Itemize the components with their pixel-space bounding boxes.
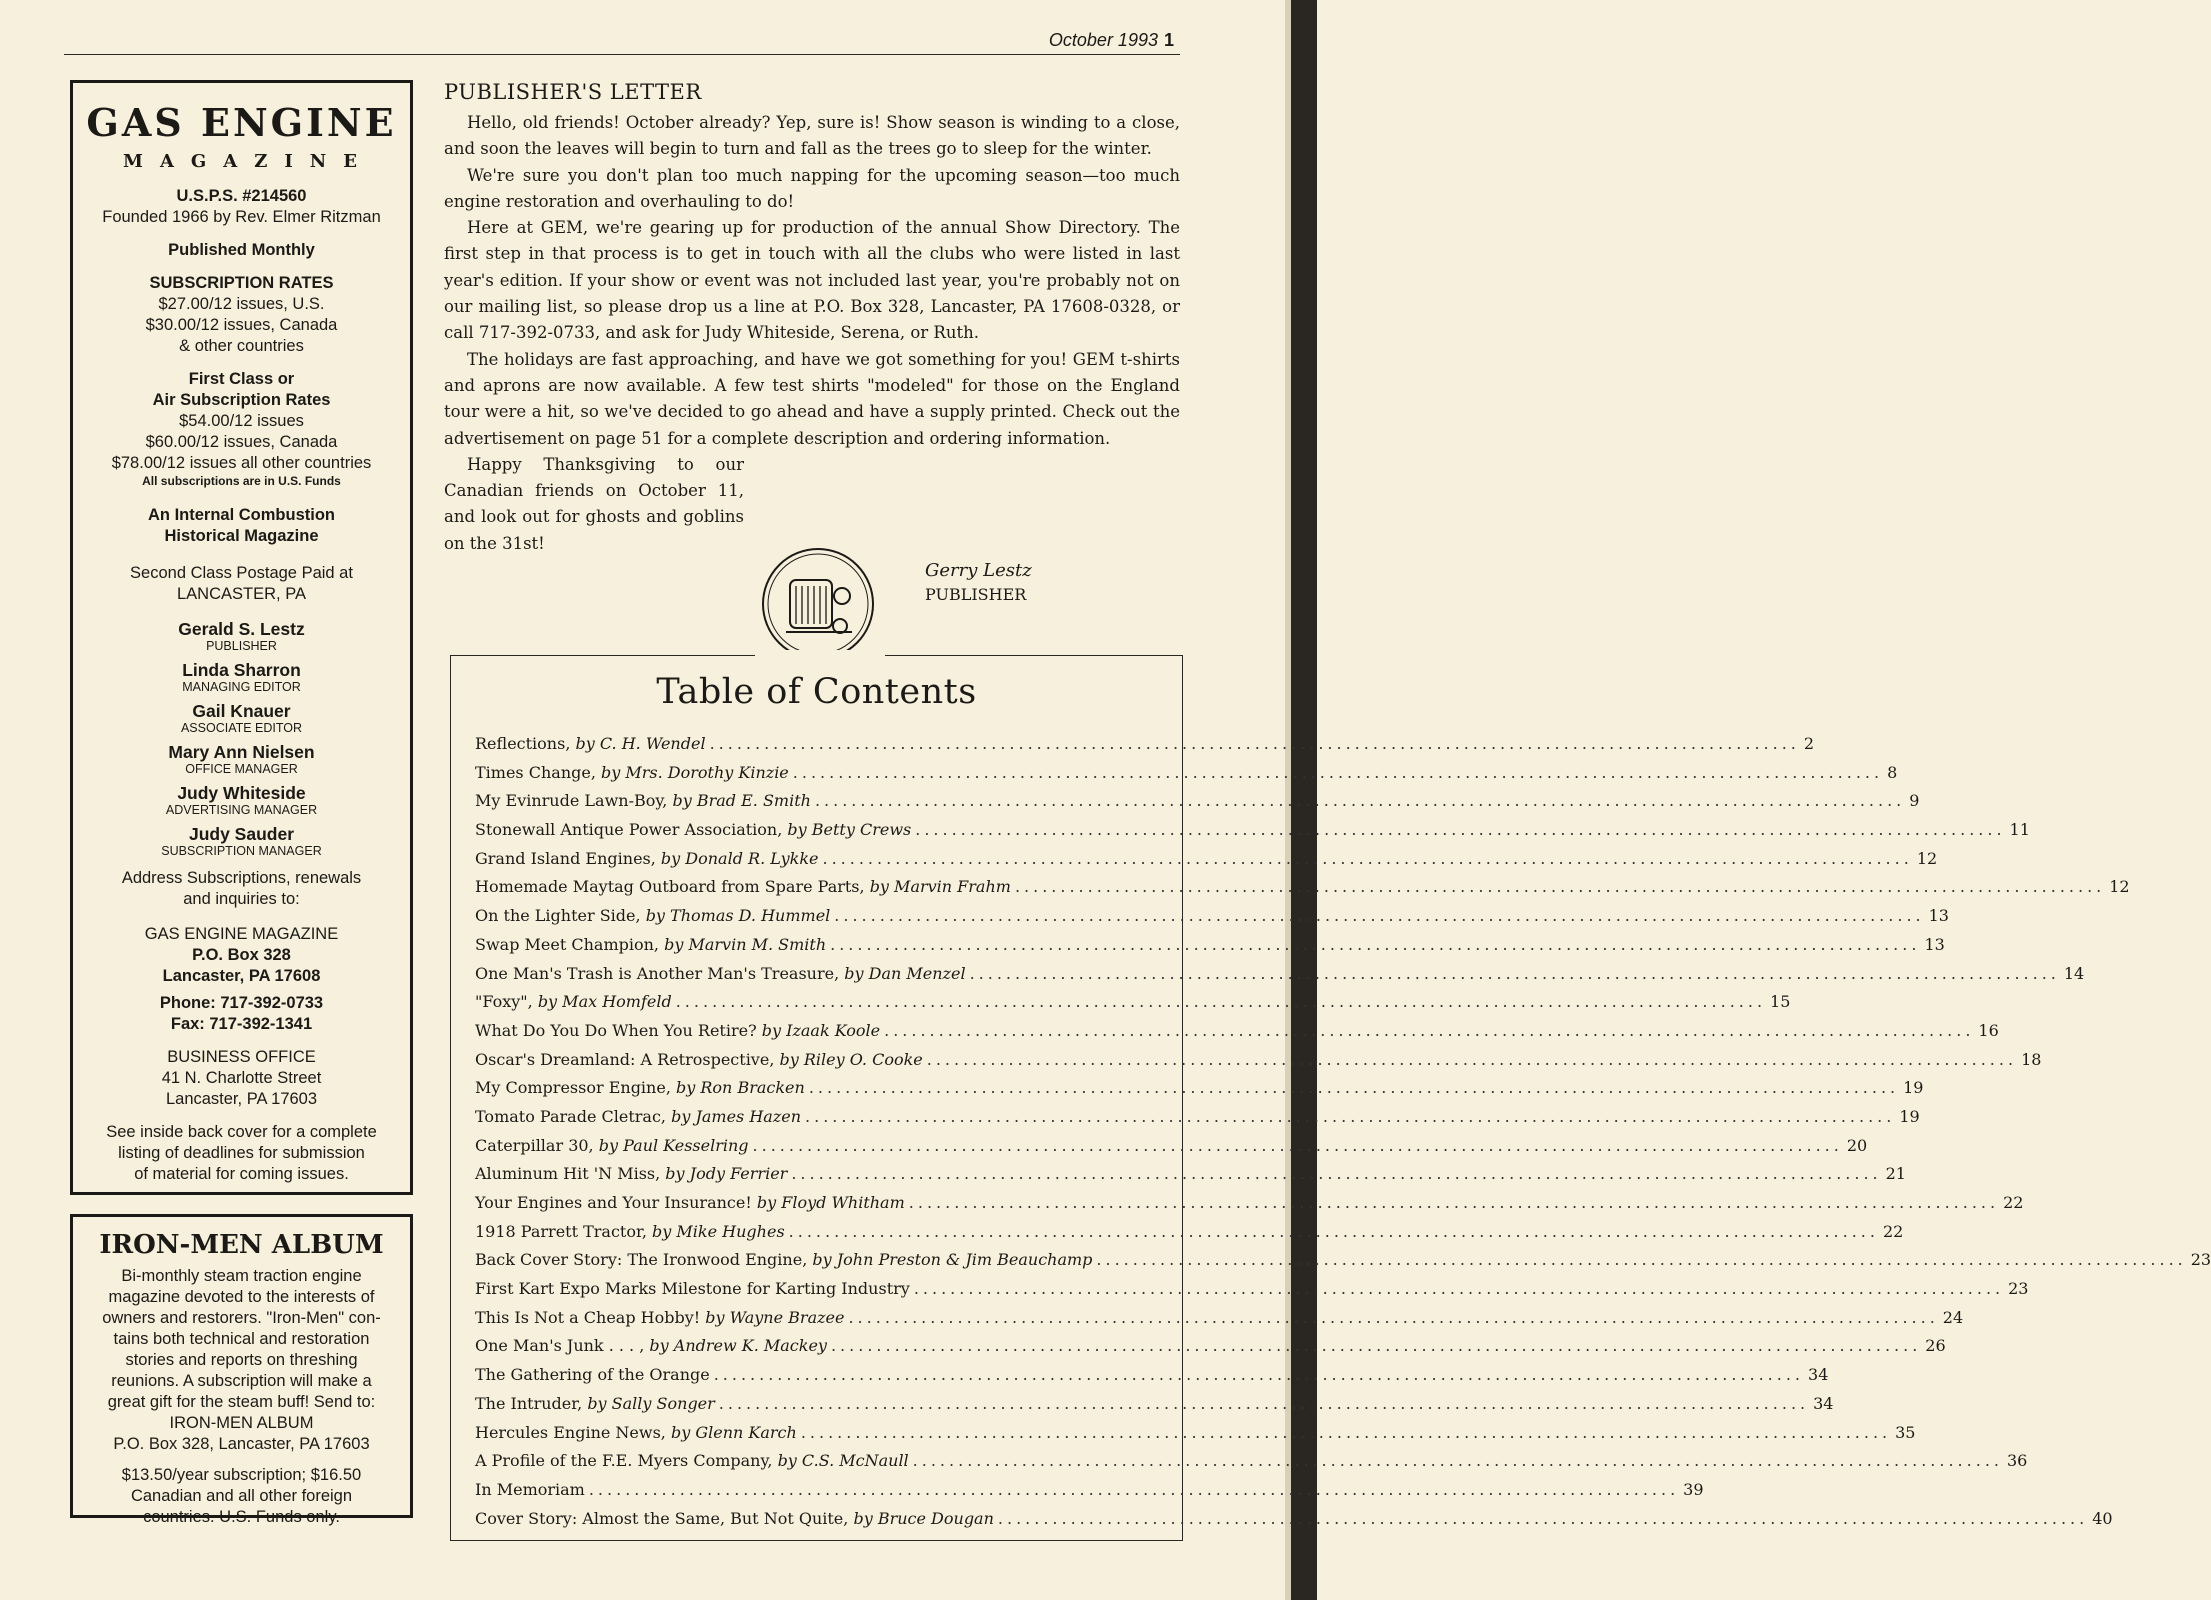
toc-author: by Andrew K. Mackey xyxy=(649,1336,827,1356)
toc-article-title: First Kart Expo Marks Milestone for Karting Industry xyxy=(475,1279,910,1299)
toc-page-number: 13 xyxy=(1924,934,1945,954)
toc-leader-dots: ........................................................................................................................ xyxy=(791,1164,1882,1184)
toc-entry xyxy=(475,1193,2024,1222)
letter-paragraph: We're sure you don't plan too much napping for the upcoming season—too much engine restoration and overhauling to do! xyxy=(444,165,1180,211)
iron-men-line: magazine devoted to the interests of xyxy=(108,1288,375,1306)
toc-leader-dots: ........................................................................................................................ xyxy=(822,848,1913,868)
toc-page-number: 12 xyxy=(2109,877,2130,897)
toc-entry xyxy=(475,992,1791,1021)
toc-author: by James Hazen xyxy=(671,1106,802,1126)
staff-list xyxy=(73,619,410,858)
toc-article-title: Cover Story: Almost the Same, But Not Quite, xyxy=(475,1508,854,1528)
iron-men-price: Canadian and all other foreign xyxy=(130,1487,353,1505)
toc-entry xyxy=(475,1164,1906,1193)
toc-entry xyxy=(475,1020,1999,1050)
letter-paragraph: Hello, old friends! October already? Yep, sure is! Show season is winding to a close, and soon the leaves will begin to turn and fall as the trees go to sleep for the winter. xyxy=(444,113,1180,159)
toc-author: by Wayne Brazee xyxy=(705,1307,845,1327)
toc-entry-title xyxy=(475,992,672,1011)
toc-page-number: 11 xyxy=(2009,820,2030,840)
toc-article-title: Reflections, xyxy=(475,734,576,753)
toc-entry-title xyxy=(475,820,911,839)
toc-entry-title xyxy=(475,1423,797,1442)
toc-entry-title xyxy=(475,935,826,954)
office-city: Lancaster, PA 17603 xyxy=(165,1090,318,1108)
toc-leader-dots: ........................................................................................................................ xyxy=(830,934,1921,954)
iron-men-line: owners and restorers. "Iron-Men" con- xyxy=(102,1309,381,1327)
letter-paragraph: Here at GEM, we're gearing up for production of the annual Show Directory. The first step in that process is to get in touch with all the clubs who were listed in last year's edition. If your show or event was not included last year, you're probably not on our mailing list, so please drop us a line at P.O. Box 328, Lancaster, PA 17608-0328, or call 717-392-0733, and ask for Judy Whiteside, Serena, or Ruth. xyxy=(444,218,1180,343)
iron-men-line: stories and reports on threshing xyxy=(125,1351,358,1369)
toc-leader-dots: ........................................................................................................................ xyxy=(969,963,2060,983)
toc-page-number: 24 xyxy=(1942,1307,1964,1327)
toc-page-number: 26 xyxy=(1925,1336,1946,1356)
frequency: Published Monthly xyxy=(168,241,315,259)
magazine-logo-sub: MAGAZINE xyxy=(123,151,374,172)
toc-author: by C.S. McNaull xyxy=(777,1451,909,1471)
tagline: An Internal Combustion xyxy=(148,506,335,524)
toc-article-title: Stonewall Antique Power Association, xyxy=(475,820,788,840)
staff-entry: Mary Ann Nielsen OFFICE MANAGER xyxy=(168,742,315,776)
iron-men-album-box xyxy=(70,1214,413,1526)
toc-author: by Sally Songer xyxy=(587,1393,715,1413)
toc-border-gap xyxy=(755,650,885,662)
toc-entry-title xyxy=(475,763,789,782)
toc-entry xyxy=(475,734,1815,763)
magazine-logo: GAS ENGINE xyxy=(86,100,397,145)
iron-men-line: reunions. A subscription will make a xyxy=(111,1372,372,1390)
publishers-letter xyxy=(444,80,1180,557)
publisher-signature xyxy=(925,560,1032,604)
toc-entry-title xyxy=(475,734,706,753)
toc-article-title: Oscar's Dreamland: A Retrospective, xyxy=(475,1049,780,1069)
toc-page-number: 14 xyxy=(2063,963,2085,983)
toc-entry-title xyxy=(475,1279,910,1298)
toc-page-number: 13 xyxy=(1928,906,1949,926)
fax-number: Fax: 717-392-1341 xyxy=(170,1015,313,1033)
toc-leader-dots: ........................................................................................................................ xyxy=(913,1279,2005,1299)
rate-line: $60.00/12 issues, Canada xyxy=(145,433,338,451)
toc-leader-dots: ........................................................................................................................ xyxy=(709,734,1800,753)
toc-leader-dots: ........................................................................................................................ xyxy=(588,1479,1680,1499)
toc-entry xyxy=(475,848,1938,878)
letter-paragraph: Happy Thanksgiving to our Canadian friends on October 11, and look out for ghosts and goblins on the 31st! xyxy=(444,454,744,553)
toc-entry-title xyxy=(475,1394,715,1413)
toc-heading: Table of Contents xyxy=(656,672,977,712)
address-note: and inquiries to: xyxy=(183,890,300,908)
toc-entry-title xyxy=(475,906,830,925)
toc-page-number: 15 xyxy=(1770,992,1791,1012)
toc-article-title: My Compressor Engine, xyxy=(475,1078,676,1098)
iron-men-price: $13.50/year subscription; $16.50 xyxy=(121,1466,362,1484)
toc-page-number: 21 xyxy=(1885,1164,1906,1184)
iron-men-line: tains both technical and restoration xyxy=(113,1330,370,1348)
toc-article-title: A Profile of the F.E. Myers Company, xyxy=(475,1451,778,1471)
toc-author: by Mrs. Dorothy Kinzie xyxy=(601,762,789,782)
toc-article-title: One Man's Junk . . . , xyxy=(475,1336,650,1356)
toc-entry xyxy=(475,1279,2029,1308)
iron-men-address: IRON-MEN ALBUM xyxy=(169,1414,314,1432)
iron-men-line: great gift for the steam buff! Send to: xyxy=(107,1393,376,1411)
postage-line: LANCASTER, PA xyxy=(177,585,306,603)
staff-entry: Gerald S. Lestz PUBLISHER xyxy=(178,619,305,653)
engine-emblem-icon xyxy=(760,546,876,662)
table-of-contents xyxy=(450,655,2211,1541)
deadline-note: See inside back cover for a complete xyxy=(106,1123,377,1141)
toc-article-title: Your Engines and Your Insurance! xyxy=(475,1193,757,1212)
phone-number: Phone: 717-392-0733 xyxy=(159,994,324,1012)
staff-entry: Judy Sauder SUBSCRIPTION MANAGER xyxy=(161,824,322,858)
toc-author: by Floyd Whitham xyxy=(756,1193,905,1212)
toc-entry-title xyxy=(475,964,966,983)
toc-page-number: 34 xyxy=(1808,1365,1829,1385)
toc-article-title: My Evinrude Lawn-Boy, xyxy=(475,791,673,811)
toc-leader-dots: ........................................................................................................................ xyxy=(908,1193,2000,1212)
toc-entry xyxy=(475,1479,1704,1509)
deadline-note: listing of deadlines for submission xyxy=(118,1144,365,1162)
toc-entry-title xyxy=(475,1136,749,1155)
toc-entry xyxy=(475,906,1949,935)
rate-line: & other countries xyxy=(179,337,304,355)
office-heading: BUSINESS OFFICE xyxy=(167,1048,316,1066)
signature-title: PUBLISHER xyxy=(925,585,1027,604)
toc-entry-title xyxy=(475,1021,880,1040)
toc-entry xyxy=(475,1221,1904,1251)
toc-leader-dots: ........................................................................................................................ xyxy=(808,1078,1900,1098)
toc-page-number: 22 xyxy=(1882,1221,1904,1241)
toc-page-number: 19 xyxy=(1903,1078,1924,1098)
toc-entry xyxy=(475,820,2030,849)
toc-entry-title xyxy=(475,791,811,810)
toc-author: by Thomas D. Hummel xyxy=(645,906,831,926)
toc-leader-dots: ........................................................................................................................ xyxy=(718,1393,1810,1413)
toc-article-title: "Foxy", xyxy=(475,992,538,1012)
rate-line: $27.00/12 issues, U.S. xyxy=(158,295,325,313)
toc-entry xyxy=(475,934,1945,964)
toc-entry-title xyxy=(475,1336,827,1355)
toc-leader-dots: ........................................................................................................................ xyxy=(1014,877,2106,897)
toc-entry-title xyxy=(475,1050,923,1069)
toc-leader-dots: ........................................................................................................................ xyxy=(1096,1250,2187,1270)
toc-article-title: One Man's Trash is Another Man's Treasure, xyxy=(475,963,845,983)
mailing-po-box: P.O. Box 328 xyxy=(192,946,291,964)
toc-entry xyxy=(475,1365,1829,1394)
toc-leader-dots: ........................................................................................................................ xyxy=(912,1451,2003,1471)
toc-leader-dots: ........................................................................................................................ xyxy=(915,820,2006,840)
toc-page-number: 36 xyxy=(2006,1451,2028,1471)
toc-page-number: 18 xyxy=(2021,1049,2042,1069)
toc-leader-dots: ........................................................................................................................ xyxy=(814,791,1906,811)
toc-author: by Mike Hughes xyxy=(652,1221,785,1241)
toc-article-title: Hercules Engine News, xyxy=(475,1422,671,1442)
first-class-heading: Air Subscription Rates xyxy=(152,391,331,409)
running-header xyxy=(64,28,1180,55)
toc-entry xyxy=(475,1336,1946,1365)
mailing-city: Lancaster, PA 17608 xyxy=(162,967,321,985)
toc-article-title: 1918 Parrett Tractor, xyxy=(475,1221,653,1241)
toc-leader-dots: ........................................................................................................................ xyxy=(788,1221,1879,1241)
toc-article-title: Grand Island Engines, xyxy=(475,848,661,868)
toc-entry-title xyxy=(475,1107,801,1126)
first-class-heading: First Class or xyxy=(188,370,295,388)
toc-leader-dots: ........................................................................................................................ xyxy=(848,1307,1939,1327)
toc-entry xyxy=(475,877,2130,906)
toc-page-number: 22 xyxy=(2003,1193,2024,1212)
toc-entry xyxy=(475,1049,2042,1079)
toc-author: by Ron Bracken xyxy=(676,1078,805,1098)
toc-entry xyxy=(475,762,1898,792)
toc-article-title: Back Cover Story: The Ironwood Engine, xyxy=(475,1250,813,1270)
toc-page-number: 16 xyxy=(1978,1020,1999,1040)
toc-page-number: 12 xyxy=(1916,848,1938,868)
toc-entry xyxy=(475,1078,1924,1107)
toc-entry-title xyxy=(475,1365,710,1384)
toc-author: by Bruce Dougan xyxy=(853,1508,994,1528)
toc-author: by Paul Kesselring xyxy=(598,1135,749,1155)
toc-leader-dots: ........................................................................................................................ xyxy=(805,1106,1896,1126)
toc-leader-dots: ........................................................................................................................ xyxy=(926,1049,2018,1069)
toc-list xyxy=(451,734,2211,1537)
toc-page-number: 8 xyxy=(1887,762,1898,782)
toc-entry-title xyxy=(475,1222,785,1241)
toc-article-title: Times Change, xyxy=(475,762,601,782)
iron-men-address: P.O. Box 328, Lancaster, PA 17603 xyxy=(113,1435,370,1453)
toc-author: by Marvin M. Smith xyxy=(664,934,827,954)
toc-leader-dots: ........................................................................................................................ xyxy=(800,1422,1892,1442)
toc-page-number: 2 xyxy=(1803,734,1815,753)
toc-page-number: 23 xyxy=(2008,1279,2029,1299)
toc-page-number: 23 xyxy=(2190,1250,2211,1270)
toc-leader-dots: ........................................................................................................................ xyxy=(884,1020,1975,1040)
toc-article-title: The Gathering of the Orange xyxy=(475,1365,710,1385)
rate-line: $54.00/12 issues xyxy=(179,412,304,430)
letter-paragraph: The holidays are fast approaching, and have we got something for you! GEM t-shirts and aprons are now available. A few test shirts "modeled" for those on the England tour were a hit, so we've decided to go ahead and have a supply printed. Check out the advertisement on page 51 for a complete description and ordering information. xyxy=(444,349,1180,448)
toc-article-title: Homemade Maytag Outboard from Spare Parts, xyxy=(475,877,870,897)
toc-entry-title xyxy=(475,1308,844,1327)
toc-author: by Donald R. Lykke xyxy=(660,848,819,868)
staff-entry: Linda Sharron MANAGING EDITOR xyxy=(182,660,301,694)
toc-entry xyxy=(475,963,2085,993)
toc-article-title: What Do You Do When You Retire? xyxy=(475,1020,762,1040)
toc-page-number: 19 xyxy=(1899,1106,1920,1126)
toc-leader-dots: ........................................................................................................................ xyxy=(675,992,1767,1012)
toc-entry xyxy=(475,1135,1868,1165)
toc-entry-title xyxy=(475,1451,909,1470)
toc-entry-title xyxy=(475,849,819,868)
toc-article-title: Aluminum Hit 'N Miss, xyxy=(475,1164,666,1184)
toc-article-title: This Is Not a Cheap Hobby! xyxy=(475,1307,706,1327)
postage-line: Second Class Postage Paid at xyxy=(130,564,353,582)
toc-leader-dots: ........................................................................................................................ xyxy=(834,906,1925,926)
toc-entry-title xyxy=(475,1250,1092,1269)
tagline: Historical Magazine xyxy=(164,527,319,545)
toc-author: by John Preston & Jim Beauchamp xyxy=(812,1250,1093,1270)
toc-leader-dots: ........................................................................................................................ xyxy=(713,1365,1805,1385)
mailing-name: GAS ENGINE MAGAZINE xyxy=(144,925,339,943)
toc-article-title: In Memoriam xyxy=(475,1479,585,1499)
iron-men-price: countries. U.S. Funds only. xyxy=(143,1508,340,1526)
toc-entry xyxy=(475,1106,1920,1136)
toc-leader-dots: ........................................................................................................................ xyxy=(752,1135,1843,1155)
toc-page-number: 35 xyxy=(1895,1422,1916,1442)
toc-page-number: 9 xyxy=(1909,791,1920,811)
toc-page-number: 20 xyxy=(1846,1135,1868,1155)
toc-author: by Dan Menzel xyxy=(844,963,966,983)
iron-men-title: IRON-MEN ALBUM xyxy=(99,1230,384,1260)
toc-page-number: 34 xyxy=(1813,1393,1834,1413)
toc-entry-title xyxy=(475,1164,787,1183)
toc-page-number: 39 xyxy=(1683,1479,1704,1499)
toc-article-title: On the Lighter Side, xyxy=(475,906,646,926)
office-street: 41 N. Charlotte Street xyxy=(161,1069,322,1087)
toc-entry-title xyxy=(475,1480,585,1499)
funds-note: All subscriptions are in U.S. Funds xyxy=(142,474,341,488)
toc-leader-dots: ........................................................................................................................ xyxy=(792,762,1884,782)
toc-author: by Betty Crews xyxy=(787,820,912,840)
toc-entry xyxy=(475,1422,1916,1452)
toc-author: by C. H. Wendel xyxy=(575,734,706,753)
staff-entry: Judy Whiteside ADVERTISING MANAGER xyxy=(165,783,318,817)
masthead-box xyxy=(70,80,413,1195)
signature-name: Gerry Lestz xyxy=(925,560,1032,581)
toc-article-title: The Intruder, xyxy=(475,1393,588,1413)
toc-entry-title xyxy=(475,1509,994,1528)
toc-leader-dots: ........................................................................................................................ xyxy=(997,1508,2089,1528)
usps-number: U.S.P.S. #214560 xyxy=(176,187,307,205)
page-number: 1 xyxy=(1163,30,1174,50)
toc-author: by Riley O. Cooke xyxy=(779,1049,923,1069)
rate-line: $78.00/12 issues all other countries xyxy=(111,454,372,472)
toc-entry-title xyxy=(475,1078,805,1097)
toc-article-title: Caterpillar 30, xyxy=(475,1135,599,1155)
address-note: Address Subscriptions, renewals xyxy=(121,869,362,887)
toc-entry-title xyxy=(475,877,1011,896)
staff-entry: Gail Knauer ASSOCIATE EDITOR xyxy=(180,701,303,735)
rate-line: $30.00/12 issues, Canada xyxy=(145,316,338,334)
toc-article-title: Tomato Parade Cletrac, xyxy=(475,1106,672,1126)
toc-entry xyxy=(475,791,1920,820)
toc-page-number: 40 xyxy=(2092,1508,2113,1528)
toc-author: by Brad E. Smith xyxy=(672,791,811,811)
toc-author: by Izaak Koole xyxy=(761,1020,881,1040)
toc-entry xyxy=(475,1393,1834,1423)
toc-author: by Max Homfeld xyxy=(537,992,672,1012)
founded-line: Founded 1966 by Rev. Elmer Ritzman xyxy=(102,208,381,226)
issue-date: October 1993 1 xyxy=(1048,30,1174,50)
toc-author: by Jody Ferrier xyxy=(665,1164,788,1184)
toc-entry xyxy=(475,1508,2113,1538)
rates-heading: SUBSCRIPTION RATES xyxy=(149,274,334,292)
toc-leader-dots: ........................................................................................................................ xyxy=(830,1336,1922,1356)
toc-author: by Marvin Frahm xyxy=(869,877,1011,897)
toc-entry-title xyxy=(475,1193,905,1212)
toc-article-title: Swap Meet Champion, xyxy=(475,934,665,954)
toc-entry xyxy=(475,1307,1964,1337)
letter-heading: PUBLISHER'S LETTER xyxy=(444,80,702,104)
toc-author: by Glenn Karch xyxy=(670,1422,797,1442)
toc-entry xyxy=(475,1250,2211,1279)
deadline-note: of material for coming issues. xyxy=(134,1165,349,1183)
toc-entry xyxy=(475,1451,2028,1480)
iron-men-line: Bi-monthly steam traction engine xyxy=(121,1267,362,1285)
